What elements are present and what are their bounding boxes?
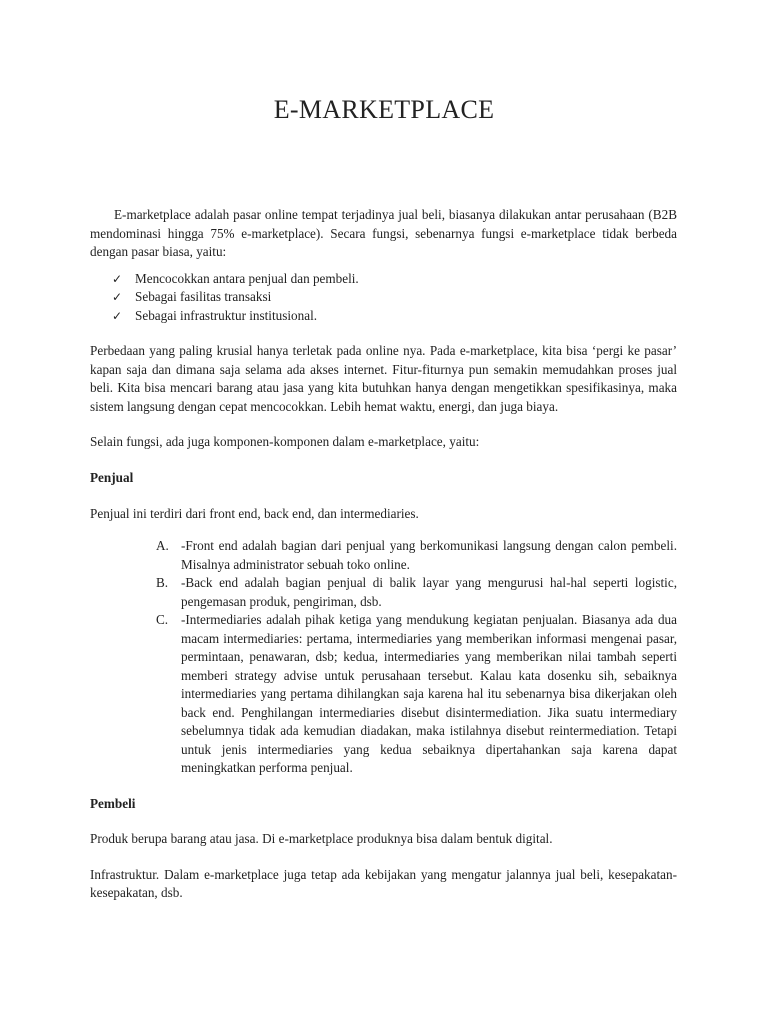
penjual-item-text: -Intermediaries adalah pihak ketiga yang mendukung kegiatan penjualan. Biasanya ada dua macam intermediaries: pertama, intermediaries yang memberikan informasi mengenai pasar, permintaan, penawaran, dsb; kedua, intermediaries yang memberikan nilai tambah seperti memberi strategy advise untuk perusahaan tersebut. Kalau kata dosenku sih, sebaiknya intermediaries yang pertama dihilangkan saja karena hal itu sebenarnya bisa dikerjakan oleh back end. Penghilangan intermediaries disebut disintermediation. Jika suatu intermediary sebelumnya tidak ada kemudian diadakan, maka istilahnya disebut reintermediation. Tetapi untuk jenis intermediaries yang kedua sebaiknya dipertahankan saja karena dapat meningkatkan performa penjual.	[181, 612, 677, 776]
pembeli-paragraph: Produk berupa barang atau jasa. Di e-marketplace produknya bisa dalam bentuk digital.	[90, 831, 553, 847]
list-marker: B.	[156, 575, 169, 591]
list-marker: A.	[156, 538, 169, 554]
function-text: Mencocokkan antara penjual dan pembeli.	[135, 270, 359, 286]
penjual-item-text: -Back end adalah bagian penjual di balik layar yang mengurusi hal-hal seperti logistic, pengemasan produk, pengiriman, dsb.	[181, 575, 677, 609]
infrastruktur-paragraph: Infrastruktur. Dalam e-marketplace juga tetap ada kebijakan yang mengatur jalannya jual beli, kesepakatan-kesepakatan, dsb.	[90, 866, 677, 901]
intro-paragraph: E-marketplace adalah pasar online tempat terjadinya jual beli, biasanya dilakukan antar perusahaan (B2B mendominasi hingga 75% e-marketplace). Secara fungsi, sebenarnya fungsi e-marketplace tidak berbeda dengan pasar biasa, yaitu:	[90, 207, 677, 260]
penjual-list-item	[156, 574, 677, 611]
function-text: Sebagai infrastruktur institusional.	[135, 307, 318, 323]
function-list-item	[112, 270, 677, 288]
penjual-heading: Penjual	[90, 469, 134, 485]
difference-paragraph: Perbedaan yang paling krusial hanya terletak pada online nya. Pada e-marketplace, kita bisa ‘pergi ke pasar’ kapan saja dan dimana saja selama ada akses internet. Fitur-fiturnya pun semakin memudahkan proses jual beli. Kita bisa mencari barang atau jasa yang kita butuhkan hanya dengan mengetikkan spesifikasinya, maka sistem langsung dengan cepat mencocokkan. Lebih hemat waktu, energi, dan juga biaya.	[90, 343, 677, 414]
function-list	[90, 270, 677, 325]
check-icon: ✓	[112, 290, 123, 305]
document-body	[90, 206, 677, 903]
penjual-list	[90, 537, 677, 778]
document-title: E-MARKETPLACE	[273, 95, 495, 124]
function-list-item	[112, 288, 677, 306]
function-list-item	[112, 307, 677, 325]
pembeli-heading: Pembeli	[90, 795, 136, 811]
check-icon: ✓	[112, 308, 123, 323]
components-paragraph: Selain fungsi, ada juga komponen-komponen dalam e-marketplace, yaitu:	[90, 434, 480, 450]
list-marker: C.	[156, 612, 169, 628]
check-icon: ✓	[112, 271, 123, 286]
penjual-list-item	[156, 537, 677, 574]
function-text: Sebagai fasilitas transaksi	[135, 289, 272, 305]
penjual-item-text: -Front end adalah bagian dari penjual yang berkomunikasi langsung dengan calon pembeli. Misalnya administrator sebuah toko online.	[181, 538, 677, 572]
penjual-list-item	[156, 611, 677, 778]
penjual-paragraph: Penjual ini terdiri dari front end, back end, dan intermediaries.	[90, 505, 419, 521]
